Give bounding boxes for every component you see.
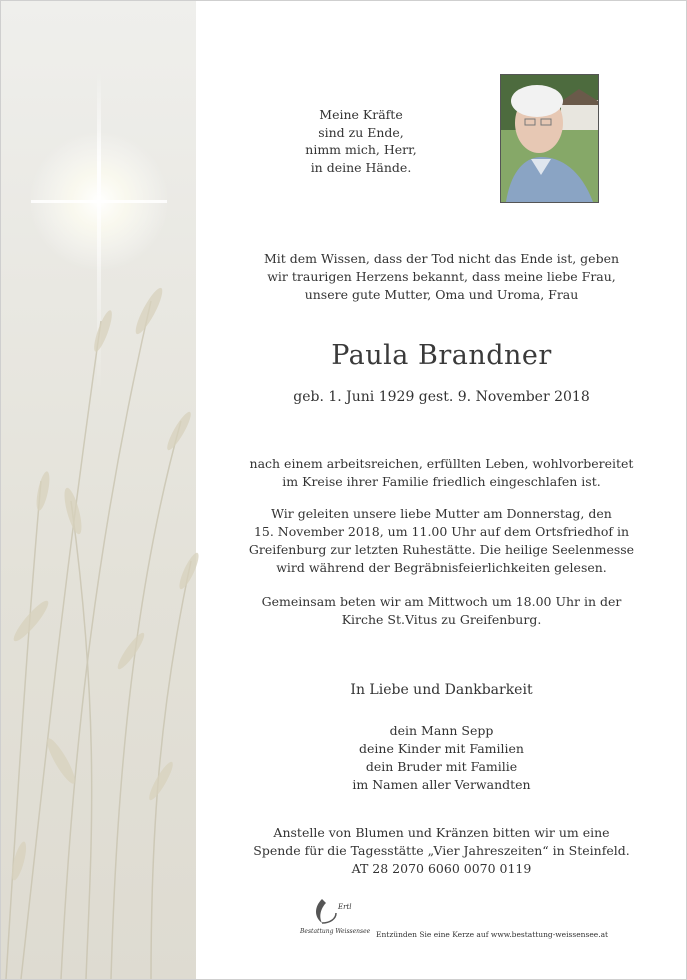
deceased-name: Paula Brandner [331, 340, 552, 371]
donation-request [196, 824, 687, 878]
survivor-line: im Namen aller Verwandten [352, 777, 531, 792]
wheat-stalks [6, 301, 191, 979]
passing-line: nach einem arbeitsreichen, erfüllten Leben, wohlvorbereitet [249, 456, 634, 471]
survivor-line: dein Mann Sepp [389, 723, 494, 738]
survivors-list [196, 722, 687, 794]
portrait-photo [500, 74, 599, 203]
wheat-cross-illustration [1, 1, 196, 979]
funeral-home-logo [300, 893, 371, 937]
passing-line: im Kreise ihrer Familie friedlich eingeschlafen ist. [282, 474, 601, 489]
donation-line: Anstelle von Blumen und Kränzen bitten wir um eine [273, 825, 610, 840]
survivor-line: dein Bruder mit Familie [365, 759, 518, 774]
prayer-line: Gemeinsam beten wir am Mittwoch um 18.00 Uhr in der [261, 594, 622, 609]
announcement-intro [196, 250, 687, 304]
decorative-wheat-panel [1, 1, 196, 979]
wheat-ears [9, 285, 202, 881]
candle-link-text[interactable]: Entzünden Sie eine Kerze auf www.bestattung-weissensee.at [376, 930, 609, 939]
prayer-line: Kirche St.Vitus zu Greifenburg. [341, 612, 542, 627]
logo-bottom-text: Bestattung Weissensee [300, 928, 371, 935]
portrait-illustration [501, 75, 598, 202]
intro-line: unsere gute Mutter, Oma und Uroma, Frau [304, 287, 579, 302]
donation-line: Spende für die Tagesstätte „Vier Jahreszeiten“ in Steinfeld. [253, 843, 630, 858]
intro-line: Mit dem Wissen, dass der Tod nicht das Ende ist, geben [263, 251, 620, 266]
survivor-line: deine Kinder mit Familien [359, 741, 524, 756]
intro-line: wir traurigen Herzens bekannt, dass meine liebe Frau, [267, 269, 616, 284]
funeral-info [196, 505, 687, 577]
poem-line: in deine Hände. [310, 159, 412, 175]
notice-content [196, 0, 687, 980]
funeral-line: wird während der Begräbnisfeierlichkeiten gelesen. [276, 560, 607, 575]
prayer-info [196, 593, 687, 629]
funeral-line: Wir geleiten unsere liebe Mutter am Donnerstag, den [271, 506, 612, 521]
candle-logo-icon [300, 893, 371, 937]
cross-horizontal-beam [31, 200, 167, 203]
funeral-line: 15. November 2018, um 11.00 Uhr auf dem Ortsfriedhof in [253, 524, 630, 539]
poem [276, 106, 446, 176]
logo-top-text: Ertl [338, 903, 352, 911]
life-dates: geb. 1. Juni 1929 gest. 9. November 2018 [293, 389, 590, 405]
poem-line: sind zu Ende, [318, 124, 404, 140]
poem-line: Meine Kräfte [319, 107, 403, 122]
closing-title: In Liebe und Dankbarkeit [350, 682, 533, 698]
poem-line: nimm mich, Herr, [305, 142, 417, 157]
donation-line: AT 28 2070 6060 0070 0119 [351, 861, 532, 876]
funeral-line: Greifenburg zur letzten Ruhestätte. Die heilige Seelenmesse [248, 542, 635, 557]
passing-text [196, 455, 687, 491]
